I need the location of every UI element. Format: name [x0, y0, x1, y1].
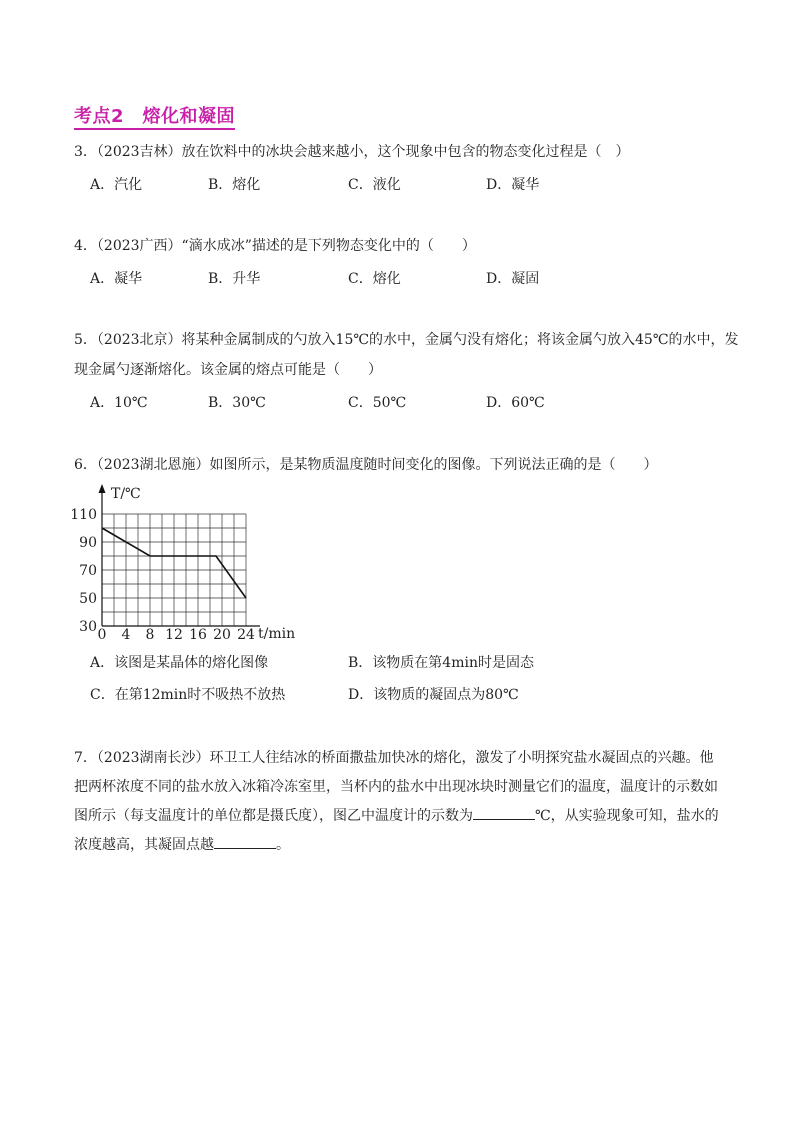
- question-6-option-a[interactable]: A．该图是某晶体的熔化图像: [90, 655, 269, 671]
- question-7-blank-1[interactable]: [473, 805, 535, 820]
- section-heading: 考点2 熔化和凝固: [74, 102, 235, 130]
- temperature-time-chart: [70, 480, 306, 645]
- question-6-option-b[interactable]: B．该物质在第4min时是固态: [348, 655, 534, 671]
- y-tick-label: 70: [79, 563, 97, 579]
- question-5-option-d[interactable]: D．60℃: [486, 395, 545, 411]
- y-tick-label: 110: [70, 507, 97, 523]
- question-7-text-part1: 7．（2023湖南长沙）环卫工人往结冰的桥面撒盐加快冰的熔化，激发了小明探究盐水凝固点的兴趣。他把两杯浓度不同的盐水放入冰箱冷冻室里，当杯内的盐水中出现冰块时测量它们的温度，温度计的示数如图所示（每支温度计的单位都是摄氏度），图乙中温度计的示数为: [74, 750, 718, 824]
- chart-axes: [99, 484, 296, 642]
- question-5-options: [90, 392, 730, 412]
- question-3-stem: 3．（2023吉林）放在饮料中的冰块会越来越小，这个现象中包含的物态变化过程是（ ）: [74, 144, 630, 160]
- question-4-option-b[interactable]: B．升华: [208, 271, 261, 287]
- x-tick-label: 4: [121, 627, 131, 643]
- question-6-option-d[interactable]: D．该物质的凝固点为80℃: [348, 687, 519, 703]
- question-4-option-d[interactable]: D．凝固: [486, 271, 540, 287]
- chart-tick-labels: [70, 507, 255, 643]
- question-5-option-a[interactable]: A．10℃: [90, 395, 148, 411]
- question-3-option-a[interactable]: A．汽化: [90, 177, 143, 193]
- x-tick-label: 12: [165, 627, 183, 643]
- y-tick-label: 90: [79, 535, 97, 551]
- question-4-stem: 4．（2023广西）“滴水成冰”描述的是下列物态变化中的（ ）: [74, 238, 476, 254]
- question-6-option-c[interactable]: C．在第12min时不吸热不放热: [90, 687, 286, 703]
- question-4-options: [90, 268, 730, 288]
- question-5-option-c[interactable]: C．50℃: [348, 395, 407, 411]
- y-tick-label: 30: [79, 619, 97, 635]
- question-3-option-b[interactable]: B．熔化: [208, 177, 261, 193]
- question-5-stem-line1: 5．（2023北京）将某种金属制成的勺放入15℃的水中，金属勺没有熔化；将该金属勺放入45℃的水中，发: [74, 332, 739, 348]
- question-6-options-row2: [90, 684, 730, 704]
- y-axis-arrow: [99, 484, 106, 493]
- question-3-option-d[interactable]: D．凝华: [486, 177, 540, 193]
- question-4-option-a[interactable]: A．凝华: [90, 271, 143, 287]
- x-tick-label: 8: [145, 627, 155, 643]
- question-3-options: [90, 174, 730, 194]
- question-6-options-row1: [90, 652, 730, 672]
- question-7-paragraph: [74, 744, 724, 860]
- question-7-blank-2[interactable]: [214, 834, 276, 849]
- chart-grid: [102, 514, 246, 626]
- question-7-text-part3: 。: [276, 837, 290, 853]
- x-tick-label: 24: [237, 627, 255, 643]
- question-6-stem: 6．（2023湖北恩施）如图所示，是某物质温度随时间变化的图像。下列说法正确的是（ ）: [74, 457, 658, 473]
- y-tick-label: 50: [79, 591, 97, 607]
- x-axis-label: t/min: [258, 626, 296, 642]
- x-tick-label: 0: [97, 627, 107, 643]
- x-tick-label: 20: [213, 627, 231, 643]
- y-axis-label: T/℃: [111, 486, 141, 502]
- x-tick-label: 16: [189, 627, 207, 643]
- question-7-text-part2: ℃，从实验现象可知，盐水的浓度越高，其凝固点越: [74, 808, 719, 853]
- question-5-option-b[interactable]: B．30℃: [208, 395, 266, 411]
- question-4-option-c[interactable]: C．熔化: [348, 271, 401, 287]
- question-3-option-c[interactable]: C．液化: [348, 177, 401, 193]
- question-5-stem-line2: 现金属勺逐渐熔化。该金属的熔点可能是（ ）: [74, 362, 382, 378]
